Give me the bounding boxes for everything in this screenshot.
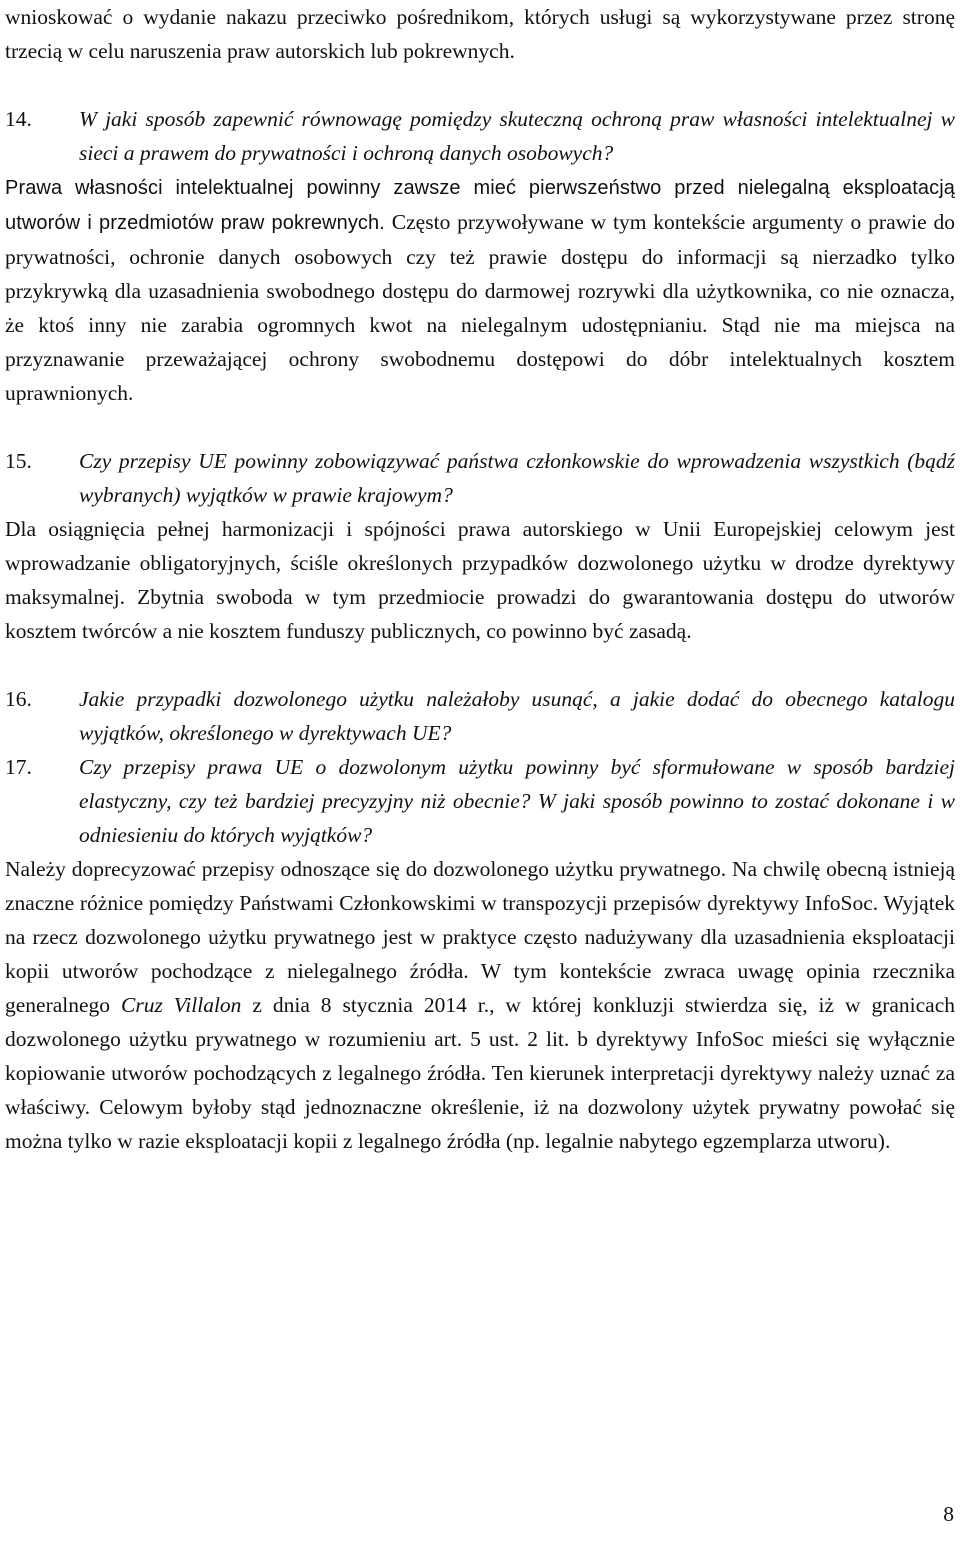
advocate-general-name: Cruz Villalon (121, 993, 242, 1017)
answer-17 (5, 852, 955, 1158)
question-17 (5, 750, 955, 852)
question-text: Czy przepisy UE powinny zobowiązywać państwa członkowskie do wprowadzenia wszystkich (bądź wybranych) wyjątków w prawie krajowym? (79, 449, 955, 507)
intro-paragraph: wnioskować o wydanie nakazu przeciwko pośrednikom, których usługi są wykorzystywane przez stronę trzecią w celu naruszenia praw autorskich lub pokrewnych. (5, 5, 955, 63)
document-page (5, 0, 955, 1158)
question-number: 16. (5, 687, 32, 711)
question-16 (5, 682, 955, 750)
spacer (5, 410, 955, 444)
answer-17-part2: z dnia 8 stycznia 2014 r., w której konkluzji stwierdza się, iż w granicach dozwolonego użytku prywatnego w rozumieniu art. 5 ust. 2 lit. b dyrektywy InfoSoc mieści się wyłącznie kopiowanie utworów pochodzących z legalnego źródła. Ten kierunek interpretacji dyrektywy należy uznać za właściwy. Celowym byłoby stąd jednoznaczne określenie, iż na dozwolony użytek prywatny powołać się można tylko w razie eksploatacji kopii z legalnego źródła (np. legalnie nabytego egzemplarza utworu). (5, 993, 956, 1153)
answer-17-part1: Należy doprecyzować przepisy odnoszące się do dozwolonego użytku prywatnego. Na chwilę obecną istnieją znaczne różnice pomiędzy Państwami Członkowskimi w transpozycji przepisów dyrektywy InfoSoc. Wyjątek na rzecz dozwolonego użytku prywatnego jest w praktyce często nadużywany dla uzasadnienia eksploatacji kopii utworów pochodzące z nielegalnego źródła. W tym kontekście zwraca uwagę opinia rzecznika generalnego (5, 857, 955, 1017)
question-text: W jaki sposób zapewnić równowagę pomiędzy skuteczną ochroną praw własności intelektualnej w sieci a prawem do prywatności i ochroną danych osobowych? (79, 107, 955, 165)
page-number: 8 (943, 1502, 954, 1526)
spacer (5, 648, 955, 682)
question-text: Jakie przypadki dozwolonego użytku należałoby usunąć, a jakie dodać do obecnego katalogu wyjątków, określonego w dyrektywach UE? (79, 687, 955, 745)
question-text: Czy przepisy prawa UE o dozwolonym użytku powinny być sformułowane w sposób bardziej elastyczny, czy też bardziej precyzyjny niż obecnie? W jaki sposób powinno to zostać dokonane i w odniesieniu do których wyjątków? (79, 755, 955, 847)
question-15 (5, 444, 955, 512)
answer-14 (5, 170, 955, 410)
spacer (5, 68, 955, 102)
question-14 (5, 102, 955, 170)
answer-14-lead: Prawa własności intelektualnej powinny zawsze mieć pierwszeństwo przed nielegalną eksploatacją utworów i przedmiotów praw pokrewnych. (5, 177, 955, 234)
answer-14-body: Często przywoływane w tym kontekście argumenty o prawie do prywatności, ochronie danych osobowych czy też prawie dostępu do informacji są nierzadko tylko przykrywką dla uzasadnienia swobodnego dostępu do darmowej rozrywki dla użytkownika, co nie oznacza, że ktoś inny nie zarabia ogromnych kwot na nielegalnym udostępnianiu. Stąd nie ma miejsca na przyznawanie przeważającej ochrony swobodnemu dostępowi do dóbr intelektualnych kosztem uprawnionych. (5, 210, 956, 405)
question-number: 17. (5, 755, 32, 779)
answer-15: Dla osiągnięcia pełnej harmonizacji i spójności prawa autorskiego w Unii Europejskiej celowym jest wprowadzanie obligatoryjnych, ściśle określonych przypadków dozwolonego użytku w drodze dyrektywy maksymalnej. Zbytnia swoboda w tym przedmiocie prowadzi do gwarantowania dostępu do utworów kosztem twórców a nie kosztem funduszy publicznych, co powinno być zasadą. (5, 517, 955, 643)
question-number: 15. (5, 449, 32, 473)
question-number: 14. (5, 107, 32, 131)
